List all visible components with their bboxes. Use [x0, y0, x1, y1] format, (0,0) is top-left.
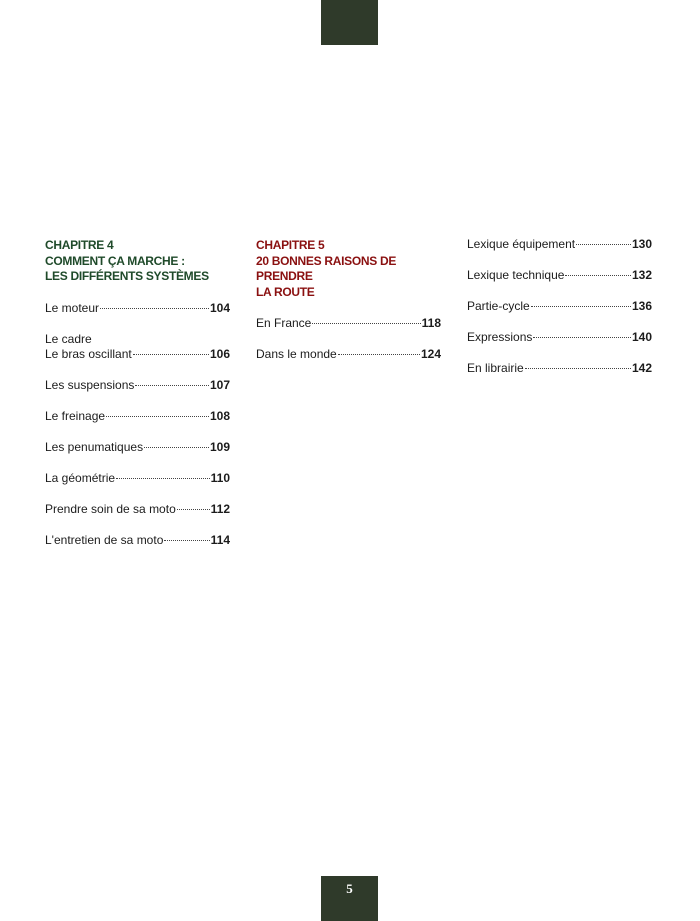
toc-entry[interactable]	[467, 330, 652, 345]
toc-entry-label: Lexique équipement	[467, 237, 576, 251]
toc-entry-page: 136	[631, 299, 652, 313]
toc-entry[interactable]	[45, 471, 230, 486]
toc-entry-label: Lexique technique	[467, 268, 565, 282]
toc-entry-label: Le moteur	[45, 300, 100, 315]
toc-entry[interactable]	[467, 361, 652, 376]
leader-dots	[565, 275, 631, 276]
toc-entry[interactable]	[45, 440, 230, 455]
chapter-5-title-line1: 20 BONNES RAISONS DE PRENDRE	[256, 253, 397, 283]
page-number-tab	[321, 876, 378, 921]
toc-entry-page: 110	[210, 470, 230, 485]
toc-entry[interactable]	[45, 409, 230, 424]
toc-entry-label: Les penumatiques	[45, 439, 144, 454]
toc-entry-label: Le freinage	[45, 408, 106, 423]
top-page-tab	[321, 0, 378, 45]
toc-entry-page: 142	[631, 361, 652, 375]
leader-dots	[164, 540, 209, 541]
toc-entry-page: 124	[420, 347, 441, 361]
leader-dots	[144, 447, 209, 448]
chapter-4-heading	[45, 238, 230, 285]
toc-entry[interactable]	[467, 237, 652, 252]
leader-dots	[133, 354, 209, 355]
chapter-4-label: CHAPITRE 4	[45, 238, 114, 252]
toc-entry-page: 140	[631, 330, 652, 344]
leader-dots	[100, 308, 209, 309]
chapter-4-column	[45, 236, 230, 548]
leader-dots	[312, 323, 420, 324]
leader-dots	[533, 337, 631, 338]
leader-dots	[338, 354, 420, 355]
toc-entry[interactable]	[45, 378, 230, 393]
toc-entry-label: Le bras oscillant	[45, 346, 132, 361]
chapter-5-label: CHAPITRE 5	[256, 238, 325, 252]
toc-entry-page: 132	[631, 268, 652, 282]
toc-entry-label: En France	[256, 316, 312, 330]
toc-entry-label: Partie-cycle	[467, 299, 530, 313]
toc-entry-page: 114	[210, 532, 230, 547]
toc-entry-label: La géométrie	[45, 470, 116, 485]
toc-entry[interactable]	[467, 268, 652, 283]
chapter-5-column	[256, 236, 441, 362]
toc-entry-page: 130	[631, 237, 652, 251]
toc-entry[interactable]	[256, 347, 441, 362]
toc-entry[interactable]	[256, 316, 441, 331]
leader-dots	[116, 478, 210, 479]
toc-entry-page: 106	[209, 346, 230, 361]
toc-entry-label: Les suspensions	[45, 377, 135, 392]
toc-entry-page: 104	[209, 300, 230, 315]
leader-dots	[525, 368, 631, 369]
toc-entry-page: 108	[209, 408, 230, 423]
toc-entry-page: 118	[421, 316, 441, 330]
toc-entry[interactable]	[467, 299, 652, 314]
toc-entry-page: 107	[209, 377, 230, 392]
toc-entry[interactable]	[45, 347, 230, 362]
toc-entry-page: 109	[209, 439, 230, 454]
leader-dots	[576, 244, 631, 245]
toc-entry[interactable]	[45, 301, 230, 316]
toc-entry-label: Expressions	[467, 330, 533, 344]
page-number: 5	[346, 881, 353, 896]
chapter-5-heading	[256, 238, 441, 300]
toc-entry-label: L'entretien de sa moto	[45, 532, 164, 547]
leader-dots	[106, 416, 209, 417]
leader-dots	[135, 385, 209, 386]
toc-entry-label: Dans le monde	[256, 347, 337, 361]
toc-entry[interactable]	[45, 502, 230, 517]
leader-dots	[531, 306, 631, 307]
toc-entry-group[interactable]	[45, 332, 230, 362]
toc-entry-page: 112	[210, 501, 230, 516]
chapter-4-title-line2: LES DIFFÉRENTS SYSTÈMES	[45, 269, 209, 283]
toc-entry-label: En librairie	[467, 361, 524, 375]
chapter-5-title-line2: LA ROUTE	[256, 284, 315, 299]
leader-dots	[177, 509, 210, 510]
chapter-4-title-line1: COMMENT ÇA MARCHE :	[45, 253, 185, 268]
toc-entry-label-line1: Le cadre	[45, 331, 92, 346]
toc-entry[interactable]	[45, 533, 230, 548]
toc-entry-label: Prendre soin de sa moto	[45, 501, 176, 516]
appendix-column	[467, 236, 652, 376]
